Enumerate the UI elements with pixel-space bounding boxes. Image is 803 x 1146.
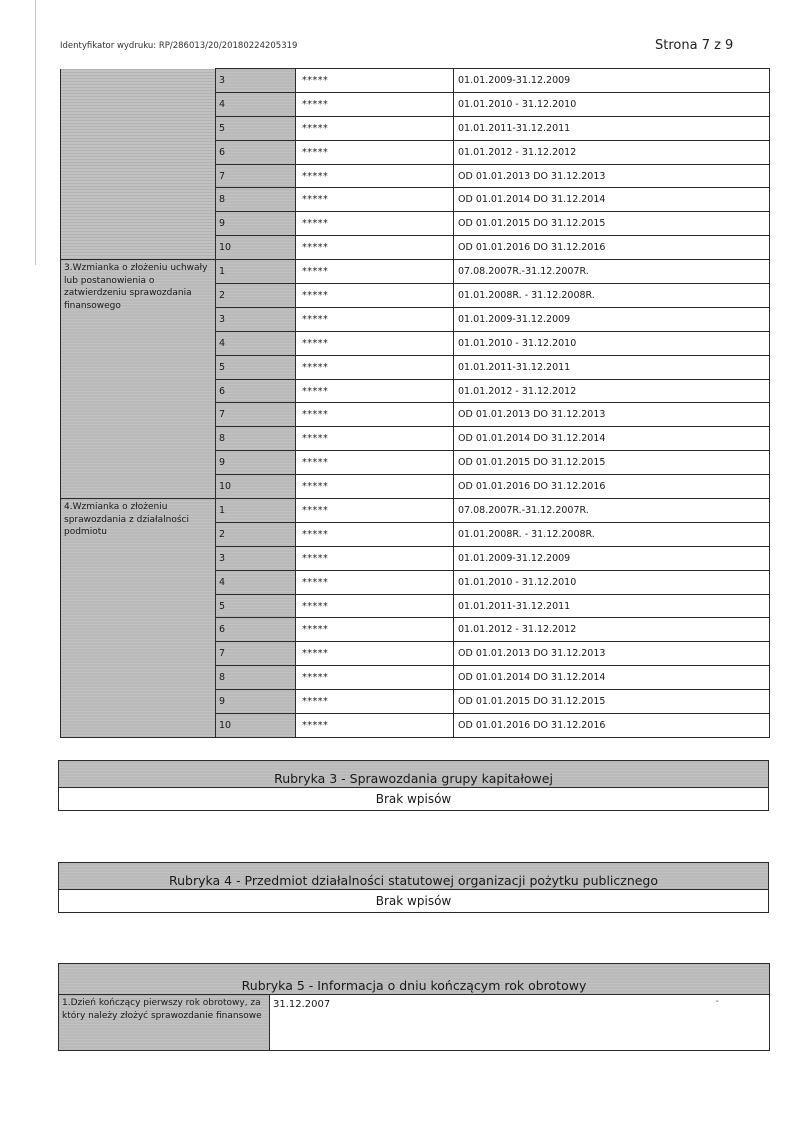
masked-value: ***** bbox=[296, 714, 454, 738]
entry-period: 01.01.2011-31.12.2011 bbox=[454, 116, 770, 140]
entry-number: 6 bbox=[216, 379, 296, 403]
masked-value: ***** bbox=[296, 403, 454, 427]
entry-number: 3 bbox=[216, 546, 296, 570]
entry-period: 01.01.2010 - 31.12.2010 bbox=[454, 331, 770, 355]
entry-number: 10 bbox=[216, 236, 296, 260]
fiscal-year-label: 1.Dzień kończący pierwszy rok obrotowy, za który należy złożyć sprawozdanie finansowe bbox=[59, 995, 270, 1051]
entry-number: 9 bbox=[216, 690, 296, 714]
masked-value: ***** bbox=[296, 451, 454, 475]
entry-period: OD 01.01.2015 DO 31.12.2015 bbox=[454, 451, 770, 475]
page-number: Strona 7 z 9 bbox=[655, 38, 734, 53]
fiscal-year-value bbox=[270, 995, 770, 1051]
masked-value: ***** bbox=[296, 570, 454, 594]
entry-period: 01.01.2012 - 31.12.2012 bbox=[454, 618, 770, 642]
entry-period: 01.01.2010 - 31.12.2010 bbox=[454, 570, 770, 594]
masked-value: ***** bbox=[296, 92, 454, 116]
entry-row bbox=[61, 499, 770, 523]
entry-period: OD 01.01.2013 DO 31.12.2013 bbox=[454, 403, 770, 427]
rubryka-5 bbox=[58, 963, 770, 1051]
masked-value: ***** bbox=[296, 522, 454, 546]
rubryka-5-title: Rubryka 5 - Informacja o dniu kończącym rok obrotowy bbox=[59, 964, 770, 995]
entry-number: 8 bbox=[216, 427, 296, 451]
rubryka-3-title: Rubryka 3 - Sprawozdania grupy kapitałowej bbox=[59, 761, 769, 788]
section-label: 3.Wzmianka o złożeniu uchwały lub postanowienia o zatwierdzeniu sprawozdania finansowego bbox=[61, 260, 216, 499]
entry-number: 4 bbox=[216, 92, 296, 116]
entry-number: 7 bbox=[216, 642, 296, 666]
entry-period: 01.01.2012 - 31.12.2012 bbox=[454, 140, 770, 164]
masked-value: ***** bbox=[296, 499, 454, 523]
section-label: 4.Wzmianka o złożeniu sprawozdania z działalności podmiotu bbox=[61, 499, 216, 738]
masked-value: ***** bbox=[296, 164, 454, 188]
entry-period: OD 01.01.2016 DO 31.12.2016 bbox=[454, 475, 770, 499]
entry-number: 2 bbox=[216, 284, 296, 308]
masked-value: ***** bbox=[296, 379, 454, 403]
entries-table bbox=[60, 68, 770, 738]
entry-number: 10 bbox=[216, 714, 296, 738]
entry-period: 01.01.2009-31.12.2009 bbox=[454, 69, 770, 93]
section-label bbox=[61, 69, 216, 260]
entry-period: 01.01.2012 - 31.12.2012 bbox=[454, 379, 770, 403]
entry-period: OD 01.01.2015 DO 31.12.2015 bbox=[454, 212, 770, 236]
masked-value: ***** bbox=[296, 284, 454, 308]
rubryka-4 bbox=[58, 862, 769, 913]
entry-number: 7 bbox=[216, 403, 296, 427]
masked-value: ***** bbox=[296, 212, 454, 236]
entry-number: 7 bbox=[216, 164, 296, 188]
masked-value: ***** bbox=[296, 236, 454, 260]
entry-number: 6 bbox=[216, 140, 296, 164]
masked-value: ***** bbox=[296, 642, 454, 666]
masked-value: ***** bbox=[296, 331, 454, 355]
entry-period: 01.01.2009-31.12.2009 bbox=[454, 307, 770, 331]
masked-value: ***** bbox=[296, 594, 454, 618]
print-id: Identyfikator wydruku: RP/286013/20/20180224205319 bbox=[60, 41, 298, 51]
entries-body bbox=[61, 69, 770, 738]
entry-period: OD 01.01.2015 DO 31.12.2015 bbox=[454, 690, 770, 714]
entry-period: 07.08.2007R.-31.12.2007R. bbox=[454, 499, 770, 523]
entry-period: 01.01.2010 - 31.12.2010 bbox=[454, 92, 770, 116]
entry-number: 6 bbox=[216, 618, 296, 642]
entry-period: OD 01.01.2014 DO 31.12.2014 bbox=[454, 427, 770, 451]
masked-value: ***** bbox=[296, 140, 454, 164]
entry-period: 01.01.2008R. - 31.12.2008R. bbox=[454, 522, 770, 546]
entry-number: 5 bbox=[216, 355, 296, 379]
entry-period: OD 01.01.2013 DO 31.12.2013 bbox=[454, 164, 770, 188]
masked-value: ***** bbox=[296, 690, 454, 714]
fiscal-year-date: 31.12.2007 bbox=[273, 999, 331, 1010]
rubryka-3-empty: Brak wpisów bbox=[59, 788, 769, 811]
masked-value: ***** bbox=[296, 618, 454, 642]
masked-value: ***** bbox=[296, 355, 454, 379]
entry-row bbox=[61, 69, 770, 93]
entry-period: OD 01.01.2016 DO 31.12.2016 bbox=[454, 236, 770, 260]
rubryka-4-empty: Brak wpisów bbox=[59, 890, 769, 913]
entry-period: 07.08.2007R.-31.12.2007R. bbox=[454, 260, 770, 284]
entry-period: 01.01.2011-31.12.2011 bbox=[454, 355, 770, 379]
entry-period: 01.01.2009-31.12.2009 bbox=[454, 546, 770, 570]
entry-number: 4 bbox=[216, 570, 296, 594]
entry-number: 8 bbox=[216, 666, 296, 690]
scan-artifact bbox=[35, 0, 36, 265]
masked-value: ***** bbox=[296, 116, 454, 140]
entry-number: 8 bbox=[216, 188, 296, 212]
masked-value: ***** bbox=[296, 427, 454, 451]
entry-number: 3 bbox=[216, 69, 296, 93]
masked-value: ***** bbox=[296, 666, 454, 690]
entry-row bbox=[61, 260, 770, 284]
entry-period: OD 01.01.2014 DO 31.12.2014 bbox=[454, 666, 770, 690]
entry-period: OD 01.01.2014 DO 31.12.2014 bbox=[454, 188, 770, 212]
entry-number: 1 bbox=[216, 499, 296, 523]
entry-number: 3 bbox=[216, 307, 296, 331]
entry-number: 5 bbox=[216, 594, 296, 618]
entry-period: OD 01.01.2013 DO 31.12.2013 bbox=[454, 642, 770, 666]
entry-period: OD 01.01.2016 DO 31.12.2016 bbox=[454, 714, 770, 738]
masked-value: ***** bbox=[296, 546, 454, 570]
entry-period: 01.01.2008R. - 31.12.2008R. bbox=[454, 284, 770, 308]
masked-value: ***** bbox=[296, 307, 454, 331]
masked-value: ***** bbox=[296, 475, 454, 499]
entry-number: 9 bbox=[216, 451, 296, 475]
entry-number: 4 bbox=[216, 331, 296, 355]
masked-value: ***** bbox=[296, 188, 454, 212]
entry-number: 9 bbox=[216, 212, 296, 236]
entry-number: 10 bbox=[216, 475, 296, 499]
masked-value: ***** bbox=[296, 260, 454, 284]
stray-mark: - bbox=[715, 996, 719, 1007]
entry-period: 01.01.2011-31.12.2011 bbox=[454, 594, 770, 618]
rubryka-4-title: Rubryka 4 - Przedmiot działalności statutowej organizacji pożytku publicznego bbox=[59, 863, 769, 890]
masked-value: ***** bbox=[296, 69, 454, 93]
entry-number: 5 bbox=[216, 116, 296, 140]
entry-number: 1 bbox=[216, 260, 296, 284]
entry-number: 2 bbox=[216, 522, 296, 546]
rubryka-3 bbox=[58, 760, 769, 811]
